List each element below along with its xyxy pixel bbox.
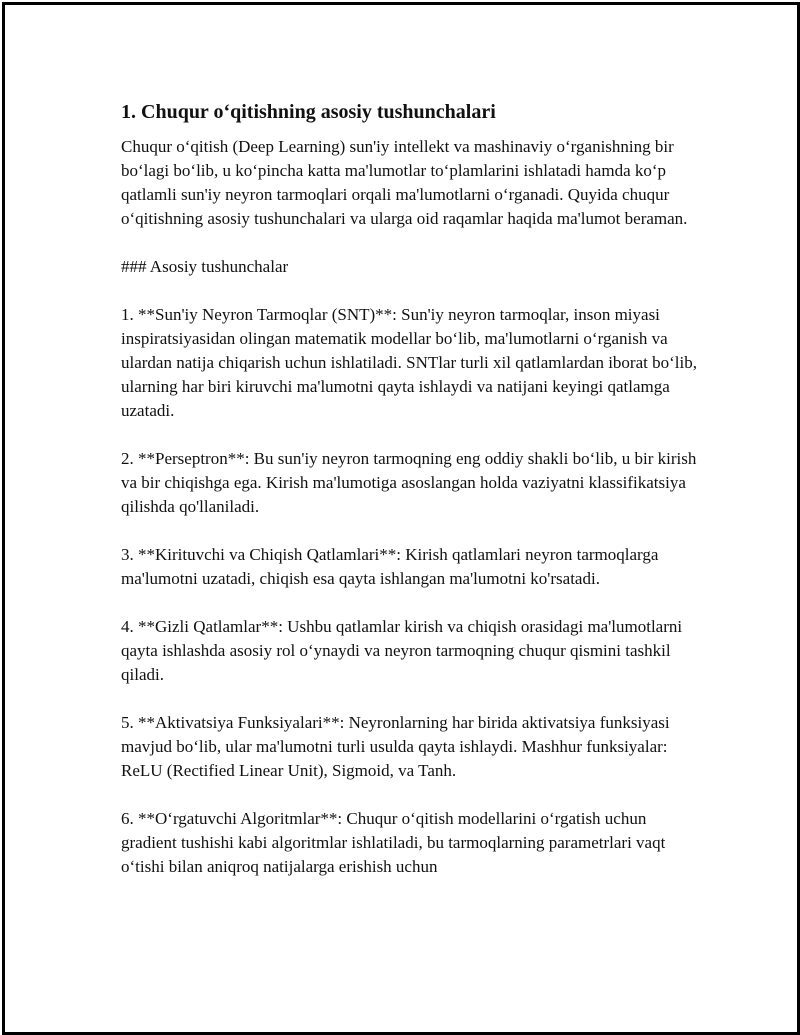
list-item: 6. **O‘rgatuvchi Algoritmlar**: Chuqur o‘qitish modellarini o‘rgatish uchun gradient tushishi kabi algoritmlar ishlatiladi, bu tarmoqlarning parametrlari vaqt o‘tishi bilan aniqroq natijalarga erishish uchun <box>121 809 666 876</box>
list-item: 5. **Aktivatsiya Funksiyalari**: Neyronlarning har birida aktivatsiya funksiyasi mavjud bo‘lib, ular ma'lumotni turli usulda qayta ishlaydi. Mashhur funksiyalar: ReLU (Rectified Linear Unit), Sigmoid, va Tanh. <box>121 713 670 780</box>
document-title: 1. Chuqur o‘qitishning asosiy tushunchalari <box>121 101 496 123</box>
list-item: 3. **Kirituvchi va Chiqish Qatlamlari**: Kirish qatlamlari neyron tarmoqlarga ma'lumotni uzatadi, chiqish esa qayta ishlangan ma'lumotni ko'rsatadi. <box>121 545 659 588</box>
list-item: 4. **Gizli Qatlamlar**: Ushbu qatlamlar kirish va chiqish orasidagi ma'lumotlarni qayta ishlashda asosiy rol o‘ynaydi va neyron tarmoqning chuqur qismini tashkil qiladi. <box>121 617 683 684</box>
section-heading: ### Asosiy tushunchalar <box>121 257 289 276</box>
list-item: 2. **Perseptron**: Bu sun'iy neyron tarmoqning eng oddiy shakli bo‘lib, u bir kirish va bir chiqishga ega. Kirish ma'lumotiga asoslangan holda vaziyatni klassifikatsiya qilishda qo'llaniladi. <box>121 449 697 516</box>
intro-paragraph: Chuqur o‘qitish (Deep Learning) sun'iy intellekt va mashinaviy o‘rganishning bir bo‘lagi bo‘lib, u ko‘pincha katta ma'lumotlar to‘plamlarini ishlatadi hamda ko‘p qatlamli sun'iy neyron tarmoqlari orqali ma'lumotlarni o‘rganadi. Quyida chuqur o‘qitishning asosiy tushunchalari va ularga oid raqamlar haqida ma'lumot beraman. <box>121 137 688 228</box>
document-body <box>121 99 701 879</box>
page-frame <box>2 2 800 1035</box>
list-item: 1. **Sun'iy Neyron Tarmoqlar (SNT)**: Sun'iy neyron tarmoqlar, inson miyasi inspiratsiyasidan olingan matematik modellar bo‘lib, ma'lumotlarni o‘rganish va ulardan natija chiqarish uchun ishlatiladi. SNTlar turli xil qatlamlardan iborat bo‘lib, ularning har biri kiruvchi ma'lumotni qayta ishlaydi va natijani keyingi qatlamga uzatadi. <box>121 305 697 420</box>
